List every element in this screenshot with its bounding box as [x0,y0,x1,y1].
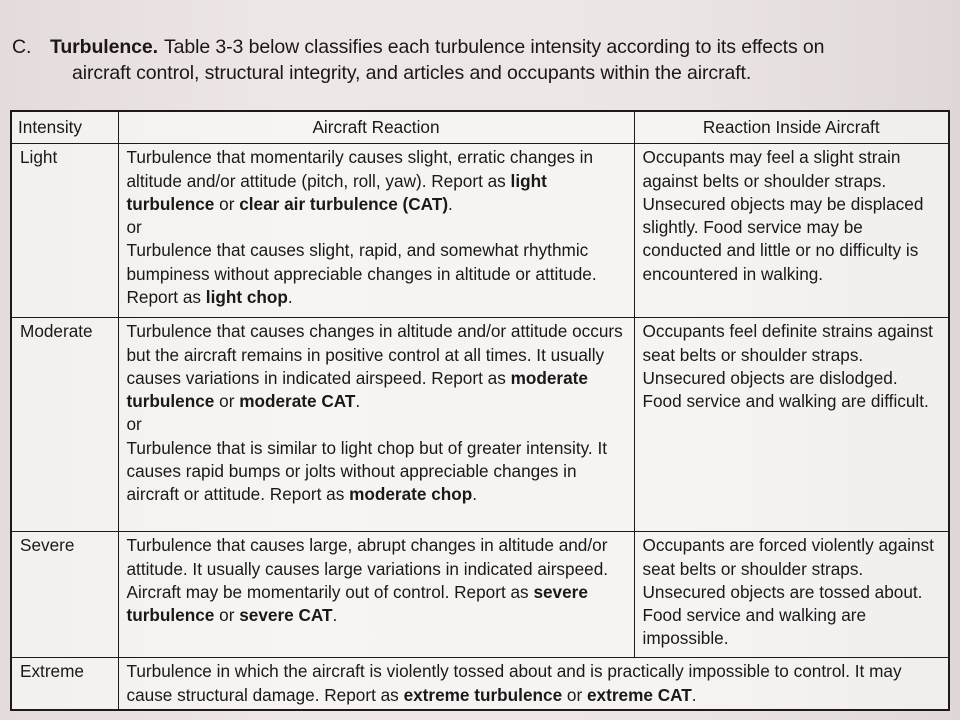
table-header-row [11,111,949,144]
light-text-1: Turbulence that momentarily causes slight, erratic changes in altitude and/or attitude (pitch, roll, yaw). Report as [126,147,594,191]
header-inside-reaction: Reaction Inside Aircraft [634,111,949,144]
aircraft-reaction-extreme [118,658,949,710]
inside-reaction-light: Occupants may feel a slight strain against belts or shoulder straps. Unsecured objects may be displaced slightly. Food service may be conducted and little or no difficulty is encountered in walking. [634,144,949,318]
heading-text-line2: aircraft control, structural integrity, and articles and occupants within the aircraft. [72,62,752,84]
intensity-moderate: Moderate [11,318,118,532]
severe-bold-2: severe CAT [239,605,333,626]
severe-or-1: or [214,605,240,626]
moderate-bold-1: moderate turbulence [126,367,588,412]
moderate-or-separator: or [126,414,142,435]
light-end-2: . [287,287,293,308]
intensity-light: Light [11,144,118,318]
table-row-severe [11,532,949,658]
extreme-end-1: . [691,684,697,705]
header-intensity: Intensity [11,111,118,144]
aircraft-reaction-severe [118,532,634,658]
moderate-end-1: . [355,391,361,412]
light-text-2: Turbulence that causes slight, rapid, and somewhat rhythmic bumpiness without appreciable changes in altitude or attitude. Report as [126,240,597,308]
heading-text-line1: Table 3-3 below classifies each turbulence intensity according to its effects on [163,36,825,58]
severe-bold-1: severe turbulence [126,581,588,626]
table-row-extreme [11,658,949,710]
turbulence-table [10,110,950,711]
light-bold-1: light turbulence [126,170,547,214]
section-title: Turbulence. [50,36,158,58]
light-bold-3: light chop [205,287,288,308]
inside-reaction-moderate: Occupants feel definite strains against seat belts or shoulder straps. Unsecured objects are dislodged. Food service and walking are difficult. [634,318,949,532]
light-or-1: or [214,193,240,214]
header-aircraft-reaction: Aircraft Reaction [118,111,634,144]
moderate-text-1: Turbulence that causes changes in altitude and/or attitude occurs but the aircraft remains in positive control at all times. It usually causes variations in indicated airspeed. Report as [126,321,623,388]
severe-text-1: Turbulence that causes large, abrupt changes in altitude and/or attitude. It usually causes large variations in indicated airspeed. Aircraft may be momentarily out of control. Report as [126,535,609,602]
table-row-light [11,144,949,318]
extreme-text-1: Turbulence in which the aircraft is violently tossed about and is practically impossible to control. It may cause structural damage. Report as [126,661,902,705]
severe-end-1: . [332,605,338,626]
light-or-separator: or [126,217,142,238]
moderate-bold-2: moderate CAT [239,391,356,412]
extreme-bold-2: extreme CAT [586,684,692,705]
extreme-bold-1: extreme turbulence [403,684,563,705]
intensity-severe: Severe [11,532,118,658]
moderate-end-2: . [472,484,478,505]
aircraft-reaction-light [118,144,634,318]
moderate-or-1: or [214,391,240,412]
aircraft-reaction-moderate [118,318,634,532]
light-end-1: . [448,193,453,214]
moderate-text-2: Turbulence that is similar to light chop but of greater intensity. It causes rapid bumps or jolts without appreciable changes in aircraft or attitude. Report as [126,437,608,505]
intensity-extreme: Extreme [11,658,118,710]
extreme-or-1: or [562,684,587,705]
moderate-bold-3: moderate chop [349,484,473,505]
table-row-moderate [11,318,949,532]
inside-reaction-severe: Occupants are forced violently against seat belts or shoulder straps. Unsecured objects are tossed about. Food service and walking are impossible. [634,532,949,658]
light-bold-2: clear air turbulence (CAT) [239,193,449,214]
section-heading [12,34,942,86]
section-letter: C. [12,36,32,58]
